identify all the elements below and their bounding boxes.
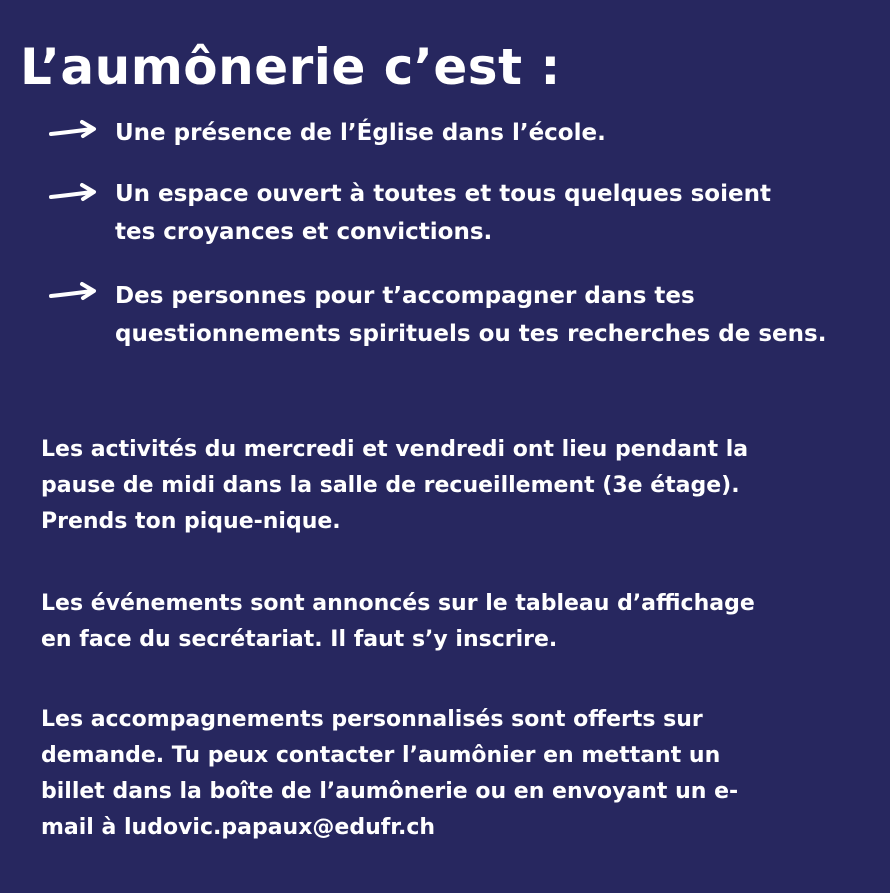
arrow-right-icon (48, 182, 100, 204)
paragraph-events: Les événements sont annoncés sur le tableau d’affichage en face du secrétariat. Il faut s’y inscrire. (41, 591, 755, 652)
paragraph-accompaniment: Les accompagnements personnalisés sont offerts sur demande. Tu peux contacter l’aumônier en mettant un billet dans la boîte de l’aumônerie ou en envoyant un e- mail à ludovic.papaux@edufr.ch (41, 707, 739, 840)
page-title: L’aumônerie c’est : (20, 38, 561, 96)
paragraph-activities: Les activités du mercredi et vendredi ont lieu pendant la pause de midi dans la salle de recueillement (3e étage). Prends ton pique-nique. (41, 437, 749, 534)
arrow-right-icon (48, 119, 100, 141)
bullet-text: Une présence de l’Église dans l’école. (115, 120, 606, 146)
arrow-right-icon (48, 281, 100, 303)
bullet-text: Un espace ouvert à toutes et tous quelques soient tes croyances et convictions. (115, 181, 771, 245)
bullet-text: Des personnes pour t’accompagner dans tes questionnements spirituels ou tes recherches de sens. (115, 283, 827, 347)
